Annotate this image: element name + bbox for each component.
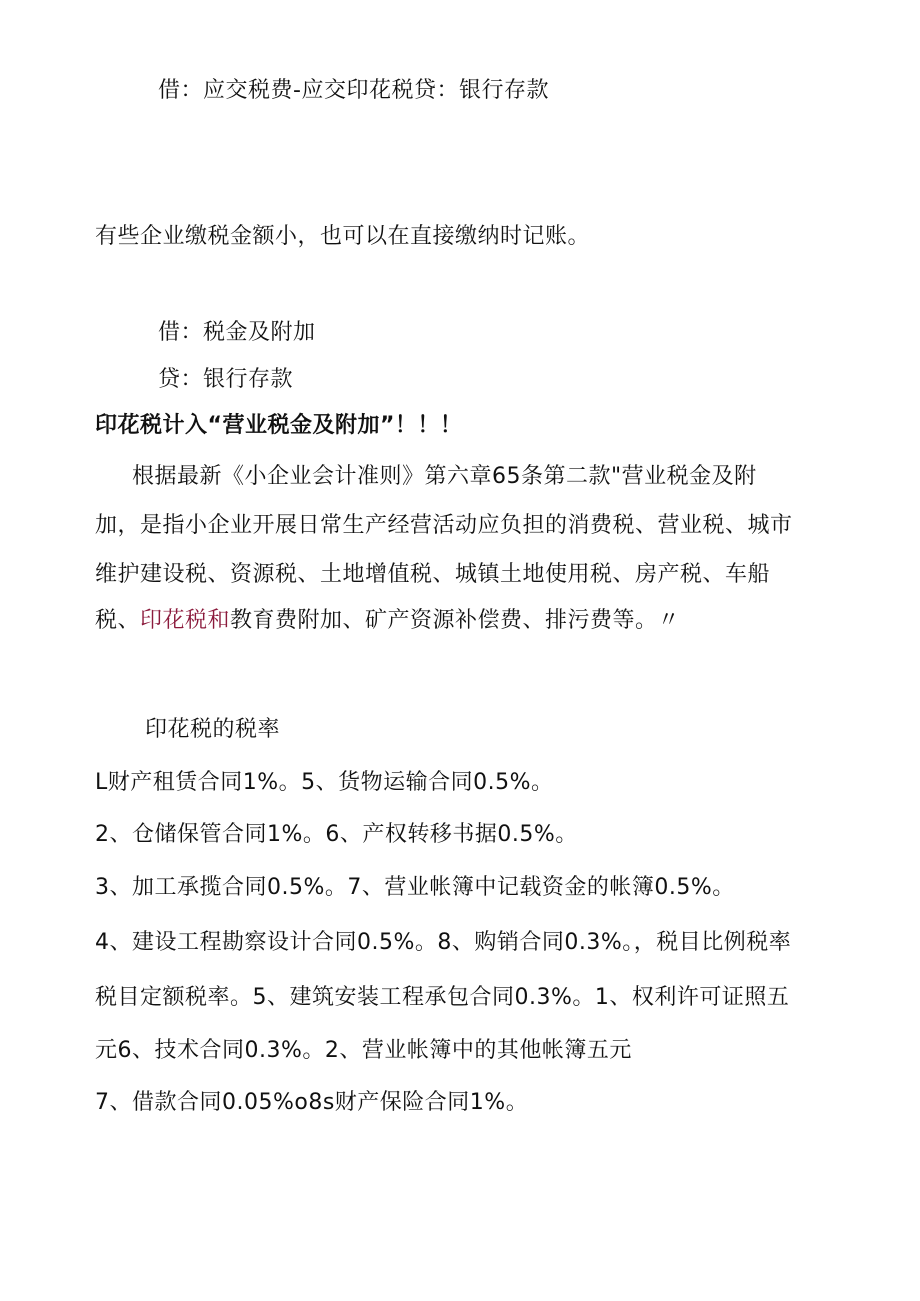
paragraph-line-1: 根据最新《小企业会计准则》第六章65条第二款"营业税金及附	[132, 464, 757, 489]
note-small-amount: 有些企业缴税金额小，也可以在直接缴纳时记账。	[95, 224, 591, 249]
rate-line: 2、仓储保管合同1%。6、产权转移书据0.5%。	[95, 822, 578, 847]
paragraph-line-3: 维护建设税、资源税、土地增值税、城镇土地使用税、房产税、车船	[95, 562, 771, 587]
rate-line: 4、建设工程勘察设计合同0.5%。8、购销合同0.3%。，税目比例税率	[95, 930, 792, 955]
paragraph-line-4	[95, 606, 680, 636]
section-heading: 印花税计入“营业税金及附加”！！！	[95, 413, 463, 438]
rate-line: 3、加工承揽合同0.5%。7、营业帐簿中记载资金的帐簿0.5%。	[95, 875, 735, 900]
rate-line: 元6、技术合同0.3%。2、营业帐簿中的其他帐簿五元	[95, 1038, 632, 1063]
rates-title: 印花税的税率	[145, 717, 281, 742]
rate-line: 税目定额税率。5、建筑安装工程承包合同0.3%。1、权利许可证照五	[95, 985, 790, 1010]
paragraph-line-4-prefix: 税、	[95, 608, 141, 633]
rate-line: L财产租赁合同1%。5、货物运输合同0.5%。	[95, 770, 554, 795]
highlighted-stamp-tax: 印花税和	[140, 608, 231, 633]
paragraph-line-2: 加，是指小企业开展日常生产经营活动应负担的消费税、营业税、城市	[95, 513, 793, 538]
rate-line: 7、借款合同0.05%o8s财产保险合同1%。	[95, 1090, 529, 1115]
journal-entry-2-debit: 借：税金及附加	[158, 320, 316, 345]
journal-entry-1: 借：应交税费-应交印花税贷：银行存款	[158, 78, 549, 103]
journal-entry-2-credit: 贷：银行存款	[158, 367, 294, 392]
paragraph-line-4-suffix: 教育费附加、矿产资源补偿费、排污费等。〃	[230, 608, 681, 633]
